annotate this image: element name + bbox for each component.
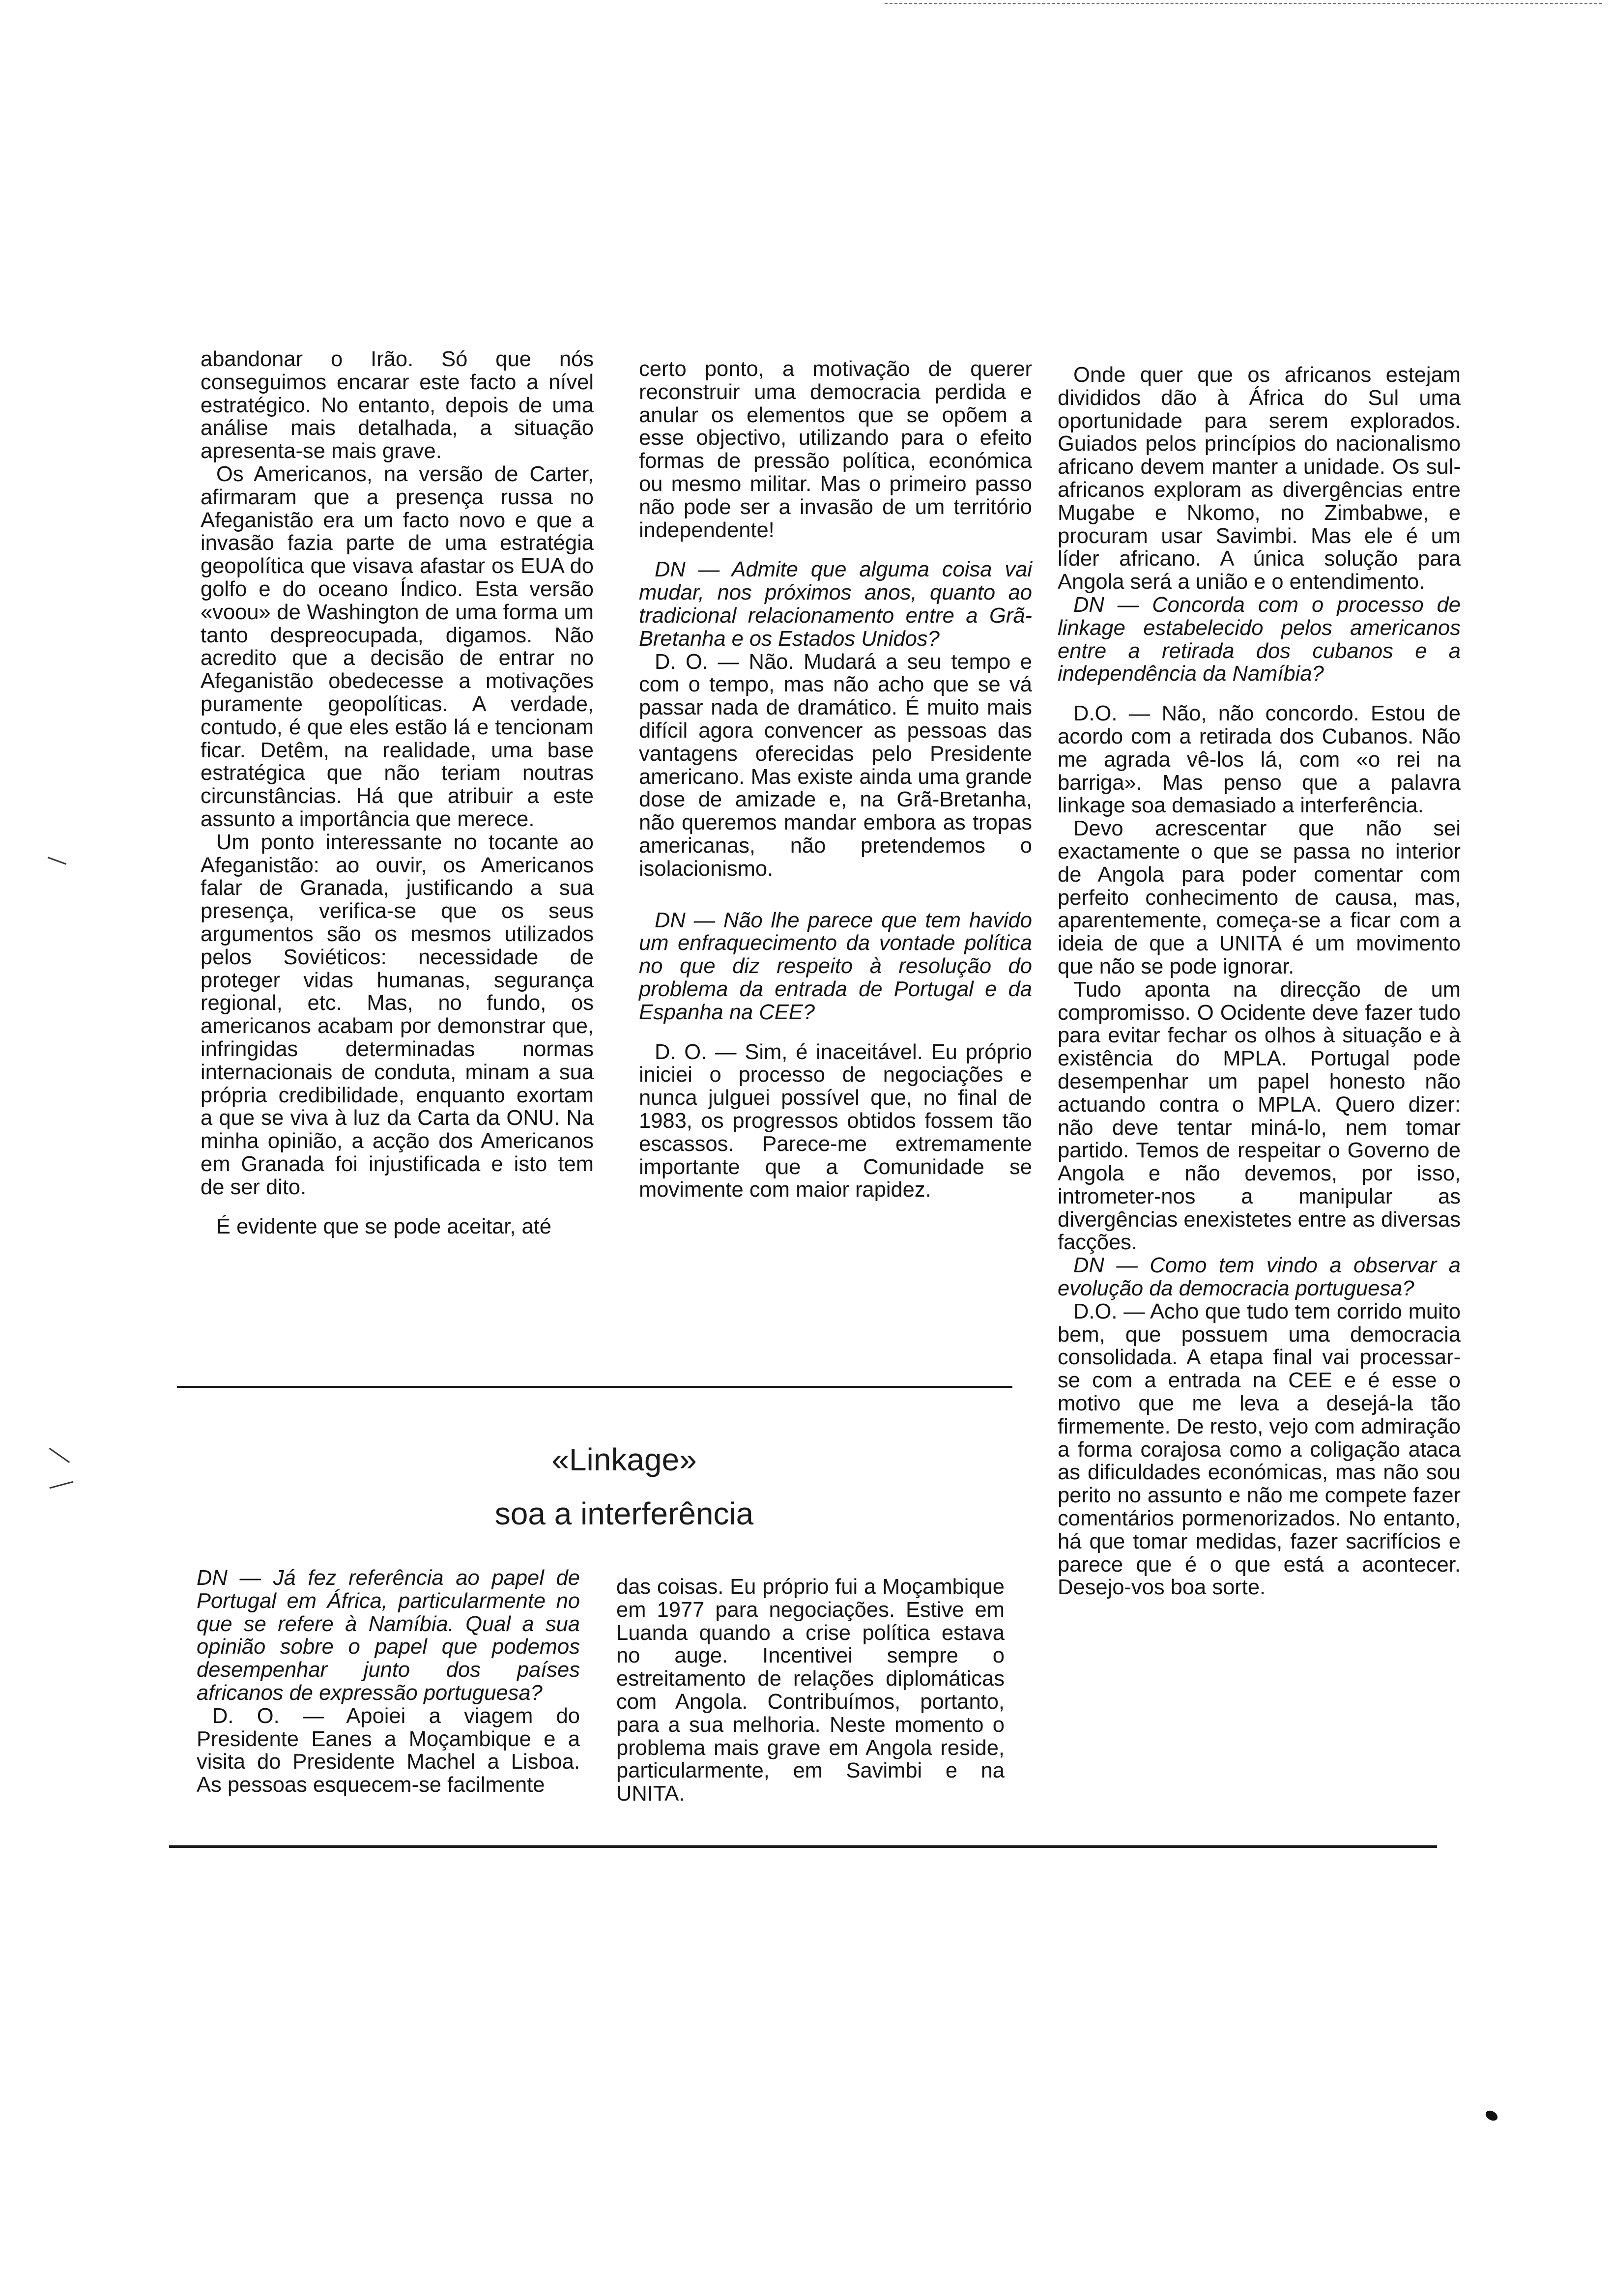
paragraph: abandonar o Irão. Só que nós conseguimos encarar este facto a nível estratégico. No entanto, depois de uma análise mais detalhada, a situação apresenta-se mais grave. [201, 347, 594, 463]
article-column-1 [201, 348, 594, 1238]
paragraph: Tudo aponta na direcção de um compromisso. O Ocidente deve fazer tudo para evitar fechar os olhos à situação e à existência do MPLA. Portugal pode desempenhar um papel honesto não actuando contra o MPLA. Quero dizer: não deve tentar miná-lo, nem tomar partido. Temos de respeitar o Governo de Angola e não devemos, por isso, intrometer-nos a manipular as divergências enexistetes entre as diversas facções. [1058, 977, 1461, 1255]
top-edge-mark [885, 3, 1602, 4]
article-column-2 [639, 358, 1032, 1202]
paragraph: Onde quer que os africanos estejam divididos dão à África do Sul uma oportunidade para serem explorados. Guiados pelos princípios do nacionalismo africano devem manter a unidade. Os sul-africanos exploram as divergências entre Mugabe e Nkomo, no Zimbabwe, e procuram usar Savimbi. Mas ele é um líder africano. A única solução para Angola será a união e o entendimento. [1058, 363, 1461, 594]
interviewee-answer: D. O. — Sim, é inaceitável. Eu próprio iniciei o processo de negociações e nunca julguei possível que, no final de 1983, os progressos obtidos fossem tão escassos. Parece-me extremamente importante que a Comunidade se movimente com maior rapidez. [639, 1040, 1032, 1202]
headline-line-1: «Linkage» [551, 1442, 697, 1477]
paragraph: Um ponto interessante no tocante ao Afeganistão: ao ouvir, os Americanos falar de Granada, justificando a sua presença, verifica-se que os seus argumentos são os mesmos utilizados pelos Soviéticos: necessidade de proteger vidas humanas, segurança regional, etc. Mas, no fundo, os americanos acabam por demonstrar que, infringidas determinadas normas internacionais de conduta, minam a sua própria credibilidade, enquanto exortam a que se viva à luz da Carta da ONU. Na minha opinião, a acção dos Americanos em Granada foi injustificada e isto tem de ser dito. [201, 830, 594, 1199]
lower-column-2 [616, 1576, 1005, 1806]
interviewer-question: DN — Admite que alguma coisa vai mudar, nos próximos anos, quanto ao tradicional relacionamento entre a Grã-Bretanha e os Estados Unidos? [639, 558, 1032, 651]
paragraph: Devo acrescentar que não sei exactamente o que se passa no interior de Angola para poder comentar com perfeito conhecimento de causa, mas, aparentemente, começa-se a ficar com a ideia de que a UNITA é um movimento que não se pode ignorar. [1058, 817, 1461, 978]
headline-line-2: soa a interferência [494, 1496, 754, 1531]
paragraph: É evidente que se pode aceitar, até [216, 1215, 552, 1239]
bottom-rule [169, 1845, 1437, 1848]
paragraph: Os Americanos, na versão de Carter, afirmaram que a presença russa no Afeganistão era um facto novo e que a invasão fazia parte de uma estratégia geopolítica que visava afastar os EUA do golfo e do oceano Índico. Esta versão «voou» de Washington de uma forma um tanto despreocupada, digamos. Não acredito que a decisão de entrar no Afeganistão obedecesse a motivações puramente geopolíticas. A verdade, contudo, é que eles estão lá e tencionam ficar. Detêm, na realidade, uma base estratégica que não teriam noutras circunstâncias. Há que atribuir a este assunto a importância que merece. [201, 462, 594, 831]
margin-mark [49, 1481, 73, 1489]
interviewee-answer: D. O. — Apoiei a viagem do Presidente Eanes a Moçambique e a visita do Presidente Machel a Lisboa. As pessoas esquecem-se facilmente [197, 1704, 580, 1797]
paragraph: certo ponto, a motivação de querer reconstruir uma democracia perdida e anular os elementos que se opõem a esse objectivo, utilizando para o efeito formas de pressão política, económica ou mesmo militar. Mas o primeiro passo não pode ser a invasão de um território independente! [639, 357, 1032, 542]
article-column-3 [1058, 364, 1461, 1599]
interviewer-question: DN — Como tem vindo a observar a evolução da democracia portuguesa? [1058, 1254, 1461, 1301]
section-divider [177, 1386, 1012, 1388]
interviewee-answer: D. O. — Não. Mudará a seu tempo e com o tempo, mas não acho que se vá passar nada de dramático. É muito mais difícil agora convencer as pessoas das vantagens oferecidas pelo Presidente americano. Mas existe ainda uma grande dose de amizade e, na Grã-Bretanha, não queremos mandar embora as tropas americanas, não pretendemos o isolacionismo. [639, 650, 1032, 881]
lower-column-1 [197, 1567, 580, 1797]
margin-mark [49, 1448, 70, 1463]
interviewer-question: DN — Concorda com o processo de linkage estabelecido pelos americanos entre a retirada dos cubanos e a independência da Namíbia? [1058, 593, 1461, 686]
interviewer-question: DN — Já fez referência ao papel de Portugal em África, particularmente no que se refere à Namíbia. Qual a sua opinião sobre o papel que podemos desempenhar junto dos países africanos de expressão portuguesa? [197, 1566, 580, 1705]
interviewee-answer: D.O. — Acho que tudo tem corrido muito bem, que possuem uma democracia consolidada. A etapa final vai processar-se com a entrada na CEE e é esse o motivo que me leva a desejá-la tão firmemente. De resto, vejo com admiração a forma corajosa como a coligação ataca as dificuldades económicas, mas não sou perito no assunto e não me compete fazer comentários pormenorizados. No entanto, há que tomar medidas, fazer sacrifícios e parece que é o que está a acontecer. Desejo-vos boa sorte. [1058, 1299, 1461, 1600]
ink-dot [1484, 2109, 1499, 2123]
margin-mark [48, 857, 67, 865]
interviewee-answer: D.O. — Não, não concordo. Estou de acordo com a retirada dos Cubanos. Não me agrada vê-los lá, com «o rei na barriga». Mas penso que a palavra linkage soa demasiado a interferência. [1058, 702, 1461, 818]
paragraph: das coisas. Eu próprio fui a Moçambique em 1977 para negociações. Estive em Luanda quando a crise política estava no auge. Incentivei sempre o estreitamento de relações diplomáticas com Angola. Contribuímos, portanto, para a sua melhoria. Neste momento o problema mais grave em Angola reside, particularmente, em Savimbi e na UNITA. [616, 1575, 1005, 1806]
interviewer-question: DN — Não lhe parece que tem havido um enfraquecimento da vontade política no que diz respeito à resolução do problema da entrada de Portugal e da Espanha na CEE? [639, 908, 1032, 1024]
